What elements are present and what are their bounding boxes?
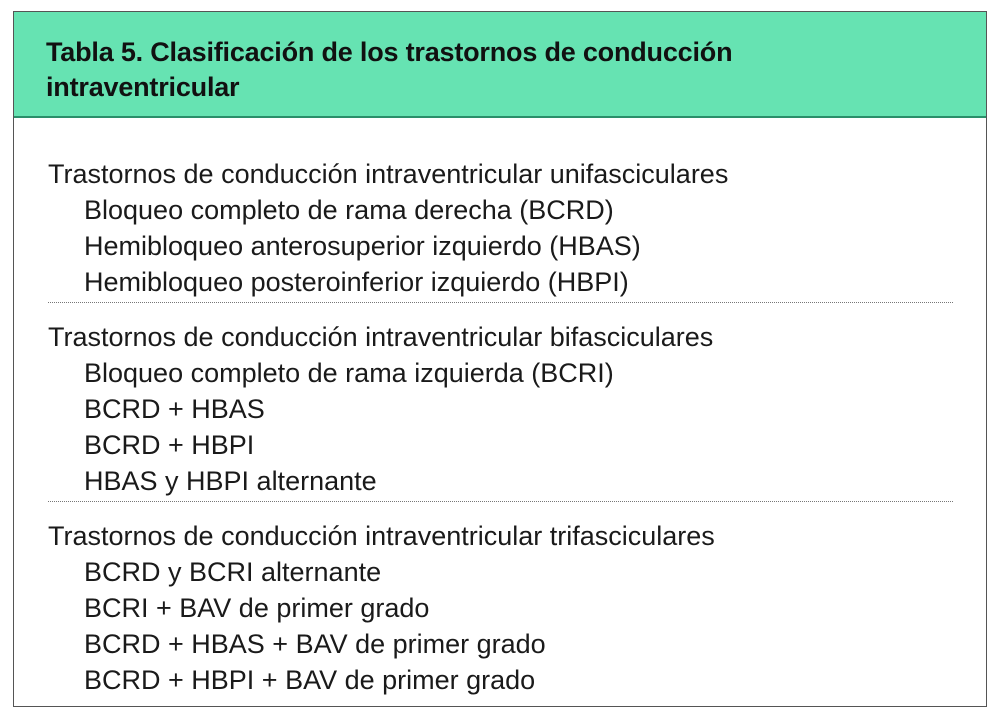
list-item: Hemibloqueo posteroinferior izquierdo (HBPI): [84, 267, 629, 297]
group-heading: Trastornos de conducción intraventricular unifasciculares: [48, 159, 729, 189]
table-title-line-2: intraventricular: [46, 72, 240, 102]
list-item: Bloqueo completo de rama izquierda (BCRI): [84, 358, 614, 388]
table-header: [14, 12, 986, 118]
list-item: BCRD + HBAS: [84, 394, 265, 424]
table-title: [46, 35, 946, 105]
classification-table: [13, 11, 987, 707]
list-item: BCRD + HBPI: [84, 430, 255, 460]
list-item: BCRD + HBAS + BAV de primer grado: [84, 629, 546, 659]
list-item: HBAS y HBPI alternante: [84, 466, 377, 496]
list-item: BCRD y BCRI alternante: [84, 557, 382, 587]
list-item: BCRD + HBPI + BAV de primer grado: [84, 665, 536, 695]
list-item: BCRI + BAV de primer grado: [84, 593, 430, 623]
list-item: Hemibloqueo anterosuperior izquierdo (HBAS): [84, 231, 641, 261]
group-heading: Trastornos de conducción intraventricular bifasciculares: [48, 322, 714, 352]
table-title-line-1: Tabla 5. Clasificación de los trastornos de conducción: [46, 37, 733, 67]
group-divider: [48, 302, 953, 303]
list-item: Bloqueo completo de rama derecha (BCRD): [84, 195, 614, 225]
group-divider: [48, 501, 953, 502]
group-heading: Trastornos de conducción intraventricular trifasciculares: [48, 521, 715, 551]
